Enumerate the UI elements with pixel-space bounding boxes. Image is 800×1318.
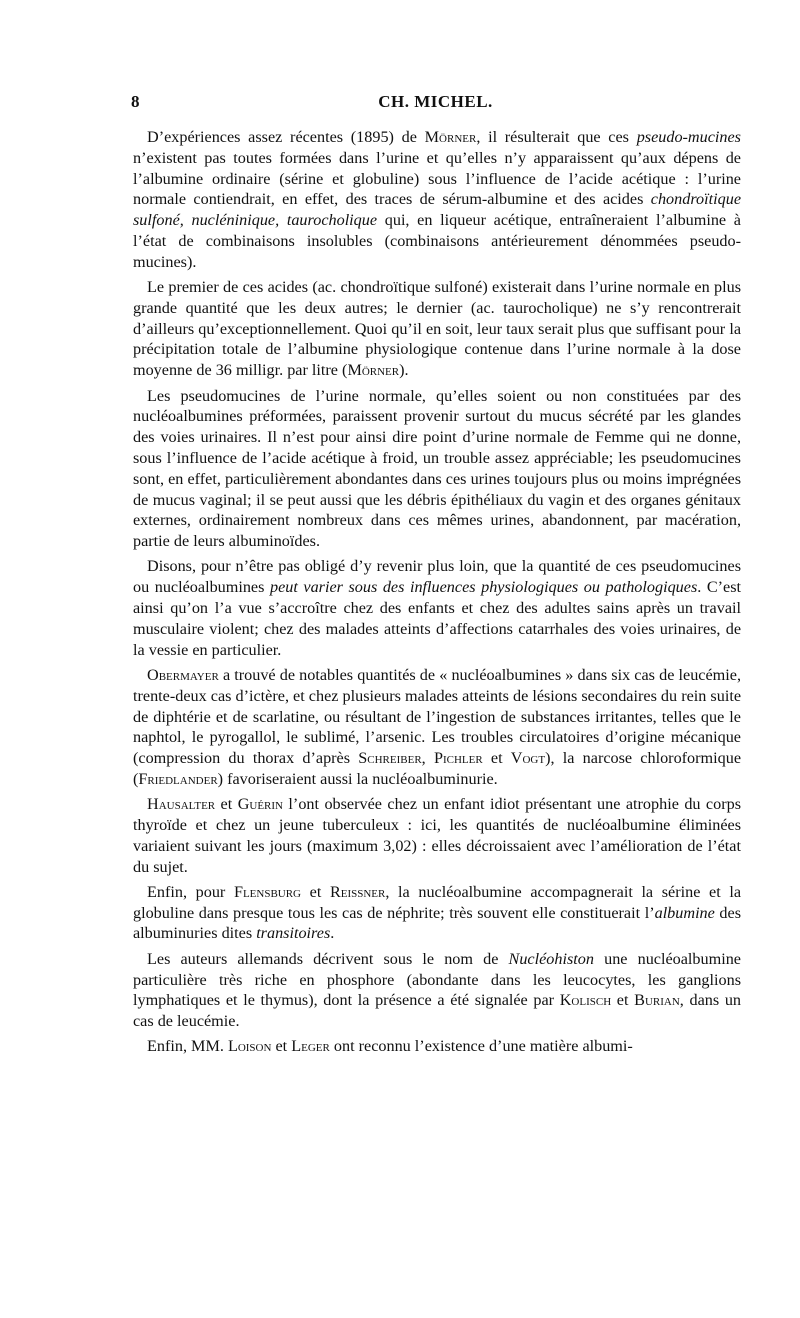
author-name: Friedlander [138, 769, 218, 788]
paragraph [133, 949, 741, 1032]
page-header [131, 92, 740, 116]
italic-text: peut varier sous des influences physiologiques ou pathologiques [269, 578, 698, 597]
author-name: Vogt [510, 749, 546, 768]
text-run: qui, en liqueur acétique, entraîneraient l’albumine à l’état de combinaisons insolubles (combinaisons antérieurement dénommées pseudo-mucines). [133, 211, 741, 271]
text-run: et [301, 882, 330, 901]
italic-text: Nucléohiston [508, 949, 594, 968]
text-run: Enfin, MM. [147, 1037, 228, 1056]
running-head: CH. MICHEL. [378, 92, 493, 111]
text-run: Les auteurs allemands décrivent sous le nom de [147, 949, 509, 968]
text-run: l’ont observée chez un enfant idiot présentant une atrophie du corps thyroïde et chez un jeune tuberculeux : ici, les quantités de nucléoalbumine éliminées variaient suivant les jours (maximum 3,02) : elles décroissaient avec l’amélioration de l’état du sujet. [133, 795, 741, 876]
paragraph [133, 386, 741, 552]
text-run: D’expériences assez récentes (1895) de [147, 128, 425, 146]
paragraph [133, 127, 741, 273]
author-name: Reissner [329, 882, 386, 901]
text-run: n’existent pas toutes formées dans l’urine et qu’elles n’y apparaissent qu’aux dépens de l’albumine ordinaire (sérine et globuline) sous l’influence de l’acide acétique : l’urine normale contiendrait, en effet, des traces de sérum-albumine et des acides [133, 148, 741, 209]
text-run: . C’est ainsi qu’on l’a vue s’accroître chez des enfants et chez des adultes sains après un travail musculaire violent; chez des malades atteints d’affections catarrhales des voies urinaires, de la vessie en particulier. [133, 578, 742, 659]
italic-text: chondroïtique sulfoné, nucléninique, taurocholique [133, 190, 741, 230]
text-run: ont reconnu l’existence d’une matière albumi- [329, 1037, 633, 1056]
text-run: Enfin, pour [147, 882, 234, 901]
text-run: , la nucléoalbumine accompagnerait la sérine et la globuline dans presque tous les cas de néphrite; très souvent elle constituerait l’ [133, 882, 742, 922]
paragraph [133, 556, 741, 660]
italic-text: albumine [654, 903, 715, 922]
text-run: et [215, 795, 238, 814]
paragraph [133, 277, 741, 381]
text-run: Les pseudomucines de l’urine normale, qu’elles soient ou non constituées par des nucléoalbumines préformées, paraissent provenir surtout du mucus sécrété par les glandes des voies urinaires. Il n’est pour ainsi dire point d’urine normale de Femme qui ne donne, sous l’influence de l’acide acétique à froid, un trouble assez appréciable; les pseudomucines sont, en effet, particulièrement abondantes dans ces urines toujours plus ou moins imprégnées de mucus vaginal; il se peut aussi que les débris épithéliaux du vagin et des organes génitaux externes, ordinairement nombreux dans ces mêmes urines, abandonnent, par macération, partie de leurs albuminoïdes. [133, 386, 741, 551]
text-run: et [611, 991, 635, 1010]
author-name: Kolisch [559, 991, 612, 1010]
author-name: Guérin [237, 795, 283, 814]
paragraph [133, 794, 741, 877]
text-run: , dans un cas de leucémie. [133, 991, 742, 1031]
paragraph [133, 665, 741, 790]
author-name: Mörner [424, 128, 477, 146]
author-name: Mörner [347, 361, 400, 380]
author-name: Schreiber [358, 749, 422, 768]
page-number: 8 [131, 92, 140, 111]
paragraph [133, 882, 741, 944]
text-run: et [482, 749, 511, 768]
paragraph [133, 1036, 741, 1057]
text-run: , [421, 749, 434, 768]
author-name: Obermayer [147, 665, 219, 684]
text-run: et [271, 1037, 292, 1056]
text-run: . [330, 924, 335, 943]
author-name: Pichler [433, 749, 483, 768]
author-name: Burian [634, 991, 680, 1010]
text-run: ), la narcose chloroformique ( [133, 749, 741, 788]
text-run: des albuminuries dites [133, 903, 742, 943]
text-run: ). [399, 361, 409, 380]
text-run: ) favoriseraient aussi la nucléoalbuminurie. [217, 769, 498, 788]
text-run: , il résulterait que ces [476, 128, 637, 146]
text-run: Le premier de ces acides (ac. chondroïtique sulfoné) existerait dans l’urine normale en plus grande quantité que les deux autres; le dernier (ac. taurocholique) ne s’y rencontrerait d’ailleurs qu’exceptionnellement. Quoi qu’il en soit, leur taux serait plus que suffisant pour la précipitation totale de l’albumine physiologique contenue dans l’urine normale à la dose moyenne de 36 milligr. par litre ( [133, 278, 741, 380]
text-run: a trouvé de notables quantités de « nucléoalbumines » dans six cas de leucémie, trente-deux cas d’ictère, et chez plusieurs malades atteints de lésions secondaires du rein suite de diphtérie et de scarlatine, ou résultant de l’ingestion de substances irritantes, telles que le naphtol, le pyrogallol, le sublimé, l’arsenic. Les troubles circulatoires d’origine mécanique (compression du thorax d’après [133, 665, 741, 768]
italic-text: transitoires [256, 924, 331, 943]
body-text [133, 127, 741, 1062]
author-name: Loison [227, 1037, 272, 1056]
text-run: Disons, pour n’être pas obligé d’y revenir plus loin, que la quantité de ces pseudomucines ou nucléoalbumines [133, 557, 741, 597]
author-name: Flensburg [233, 882, 302, 901]
author-name: Hausalter [147, 795, 216, 814]
author-name: Leger [291, 1037, 330, 1056]
italic-text: pseudo-mucines [636, 128, 741, 146]
text-run: une nucléoalbumine particulière très riche en phosphore (abondante dans les leucocytes, les ganglions lymphatiques et le thymus), dont la présence a été signalée par [133, 949, 741, 1010]
